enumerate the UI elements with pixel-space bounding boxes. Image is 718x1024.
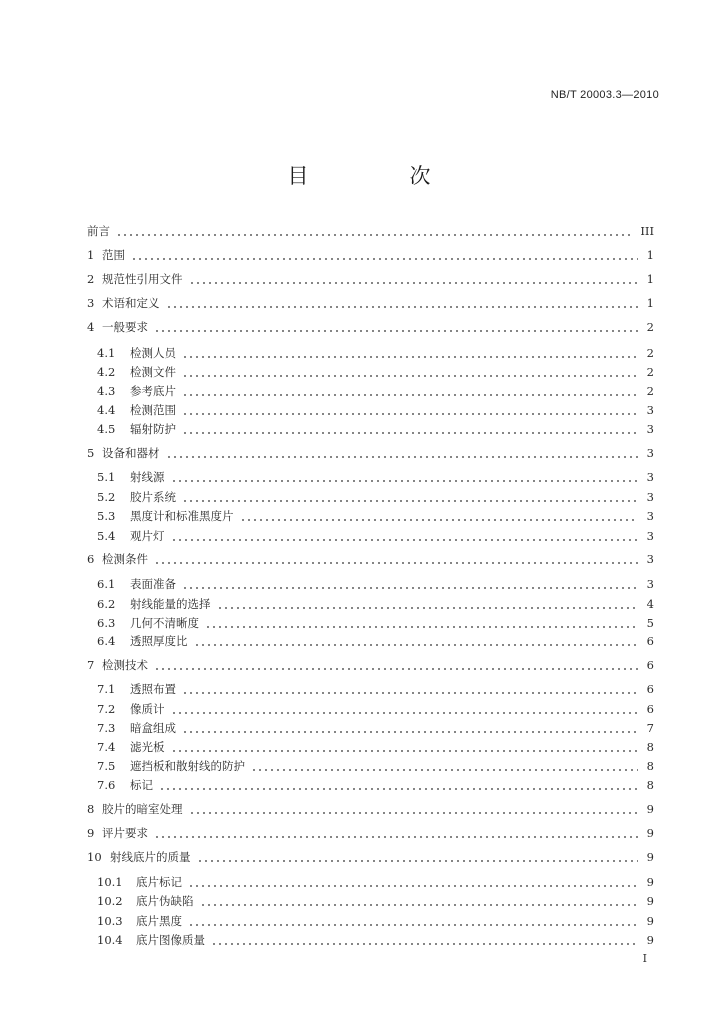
toc-entry-label: 检测技术 [102,658,148,672]
toc-entry-page: 8 [646,740,654,754]
toc-entry[interactable] [97,507,654,525]
toc-entry[interactable] [97,595,654,613]
dot-leader [154,562,638,564]
toc-entry-label: 检测条件 [102,552,148,566]
toc-entry-page: 1 [646,296,654,310]
toc-entry-page: 3 [646,403,654,417]
dot-leader [154,836,638,838]
toc-entry-label: 底片黑度 [136,914,182,928]
toc-entry-page: 6 [646,634,654,648]
dot-leader [182,413,638,415]
toc-entry-label: 标记 [130,778,153,792]
dot-leader [251,769,638,771]
toc-entry-number: 4 [87,320,95,334]
toc-entry-number: 7.1 [97,682,116,696]
dot-leader [189,282,639,284]
toc-entry-number: 10 [87,850,102,864]
toc-entry-label: 表面准备 [130,577,176,591]
toc-entry-label: 底片标记 [136,875,182,889]
dot-leader [154,668,638,670]
toc-entry-number: 3 [87,296,95,310]
toc-entry[interactable] [97,892,654,910]
dot-leader [211,943,638,945]
toc-entry[interactable] [97,757,654,775]
dot-leader [197,860,639,862]
dot-leader [205,626,638,628]
toc-entry-label: 几何不清晰度 [130,616,199,630]
toc-entry-number: 10.1 [97,875,123,889]
dot-leader [188,885,638,887]
toc-entry-page: 9 [646,894,654,908]
toc-entry-label: 射线源 [130,470,165,484]
toc-entry-number: 5.3 [97,509,116,523]
toc-entry-page: 6 [646,658,654,672]
toc-entry-number: 4.3 [97,384,116,398]
toc-entry-page: 2 [646,384,654,398]
toc-entry-page: 6 [646,682,654,696]
toc-entry-number: 7 [87,658,95,672]
toc-entry-label: 黑度计和标准黑度片 [130,509,234,523]
dot-leader [240,519,639,521]
toc-entry-number: 6 [87,552,95,566]
toc-entry[interactable] [87,294,654,312]
toc-entry-number: 7.6 [97,778,116,792]
toc-entry[interactable] [97,420,654,438]
toc-entry[interactable] [97,738,654,756]
toc-entry-number: 1 [87,248,95,262]
toc-entry[interactable] [97,680,654,698]
toc-entry-page: 3 [646,422,654,436]
toc-entry[interactable] [97,468,654,486]
toc-entry-label: 检测文件 [130,365,176,379]
toc-entry-page: 2 [646,365,654,379]
dot-leader [217,607,639,609]
toc-entry[interactable] [87,444,654,462]
dot-leader [182,432,638,434]
toc-entry-page: 8 [646,759,654,773]
toc-entry-label: 辐射防护 [130,422,176,436]
toc-entry-number: 4.5 [97,422,116,436]
toc-entry-page: 3 [646,470,654,484]
toc-entry-number: 5.4 [97,529,116,543]
dot-leader [116,234,634,236]
dot-leader [166,306,639,308]
toc-entry-page: 9 [646,802,654,816]
toc-entry-number: 4.4 [97,403,116,417]
toc-entry-page: 6 [646,702,654,716]
toc-entry[interactable] [97,931,654,949]
toc-entry-label: 底片图像质量 [136,933,205,947]
toc-entry-number: 6.4 [97,634,116,648]
toc-entry-page: 9 [646,875,654,889]
dot-leader [182,356,638,358]
dot-leader [154,330,638,332]
toc-entry-page: 1 [646,248,654,262]
toc-entry-number: 5.2 [97,490,116,504]
toc-entry-page: 9 [646,914,654,928]
toc-entry[interactable] [97,873,654,891]
toc-title: 目 次 [287,164,471,188]
toc-entry[interactable] [97,776,654,794]
toc-entry-page: 4 [646,597,654,611]
toc-entry[interactable] [97,912,654,930]
toc-entry-label: 透照厚度比 [130,634,188,648]
toc-entry-page: 3 [646,577,654,591]
dot-leader [182,375,638,377]
toc-entry-number: 6.1 [97,577,116,591]
toc-entry-page: III [640,224,654,238]
toc-entry-label: 射线底片的质量 [110,850,191,864]
toc-entry[interactable] [97,382,654,400]
dot-leader [200,904,639,906]
dot-leader [182,692,638,694]
toc-entry[interactable] [87,270,654,288]
toc-entry-label: 射线能量的选择 [130,597,211,611]
toc-entry-label: 设备和器材 [102,446,160,460]
toc-entry-page: 3 [646,446,654,460]
toc-entry-number: 6.2 [97,597,116,611]
toc-entry[interactable] [97,719,654,737]
toc-entry-label: 观片灯 [130,529,165,543]
toc-entry-label: 前言 [87,224,110,238]
toc-entry[interactable] [97,700,654,718]
toc-entry-number: 7.3 [97,721,116,735]
toc-entry-label: 范围 [102,248,125,262]
dot-leader [171,750,639,752]
toc-entry[interactable] [87,800,654,818]
toc-entry[interactable] [87,848,654,866]
toc-entry-page: 3 [646,529,654,543]
document-code: NB/T 20003.3—2010 [550,89,659,101]
toc-entry-number: 7.2 [97,702,116,716]
page-number: I [642,952,647,965]
toc-entry[interactable] [97,614,654,632]
toc-entry-page: 8 [646,778,654,792]
dot-leader [171,712,639,714]
dot-leader [131,258,638,260]
toc-entry-number: 2 [87,272,95,286]
toc-entry-page: 1 [646,272,654,286]
toc-entry[interactable] [87,318,654,336]
dot-leader [189,812,639,814]
toc-entry-page: 5 [646,616,654,630]
toc-entry[interactable] [97,527,654,545]
toc-entry[interactable] [87,656,654,674]
toc-entry-label: 参考底片 [130,384,176,398]
toc-entry-number: 9 [87,826,95,840]
toc-entry[interactable] [87,824,654,842]
toc-entry[interactable] [97,344,654,362]
toc-entry-label: 术语和定义 [102,296,160,310]
toc-entry[interactable] [87,222,654,240]
toc-entry-page: 9 [646,933,654,947]
toc-entry-label: 暗盒组成 [130,721,176,735]
dot-leader [182,731,638,733]
toc-entry-label: 底片伪缺陷 [136,894,194,908]
toc-entry-label: 检测范围 [130,403,176,417]
toc-entry-number: 4.2 [97,365,116,379]
toc-entry-label: 滤光板 [130,740,165,754]
toc-entry-number: 8 [87,802,95,816]
dot-leader [182,394,638,396]
toc-entry-label: 规范性引用文件 [102,272,183,286]
toc-entry-page: 9 [646,850,654,864]
dot-leader [171,480,639,482]
toc-entry[interactable] [97,632,654,650]
dot-leader [182,587,638,589]
dot-leader [159,788,638,790]
dot-leader [182,500,638,502]
toc-entry[interactable] [87,550,654,568]
toc-entry-number: 10.3 [97,914,123,928]
toc-entry-number: 10.4 [97,933,123,947]
toc-entry-label: 遮挡板和散射线的防护 [130,759,245,773]
toc-entry-page: 2 [646,346,654,360]
toc-entry-page: 9 [646,826,654,840]
toc-entry[interactable] [97,488,654,506]
toc-entry-number: 10.2 [97,894,123,908]
toc-entry-label: 胶片系统 [130,490,176,504]
toc-entry-label: 一般要求 [102,320,148,334]
toc-entry-page: 3 [646,552,654,566]
toc-entry-number: 5.1 [97,470,116,484]
dot-leader [166,456,639,458]
toc-entry-page: 7 [646,721,654,735]
toc-entry-page: 3 [646,490,654,504]
dot-leader [188,924,638,926]
toc-entry[interactable] [97,363,654,381]
toc-entry-label: 评片要求 [102,826,148,840]
toc-entry[interactable] [87,246,654,264]
toc-entry-number: 7.4 [97,740,116,754]
toc-entry-number: 5 [87,446,95,460]
toc-entry-label: 透照布置 [130,682,176,696]
toc-entry-number: 6.3 [97,616,116,630]
toc-entry-number: 7.5 [97,759,116,773]
toc-entry-number: 4.1 [97,346,116,360]
toc-entry[interactable] [97,401,654,419]
toc-entry-page: 2 [646,320,654,334]
toc-entry[interactable] [97,575,654,593]
toc-entry-page: 3 [646,509,654,523]
toc-entry-label: 检测人员 [130,346,176,360]
toc-entry-label: 胶片的暗室处理 [102,802,183,816]
dot-leader [194,644,639,646]
toc-entry-label: 像质计 [130,702,165,716]
dot-leader [171,539,639,541]
